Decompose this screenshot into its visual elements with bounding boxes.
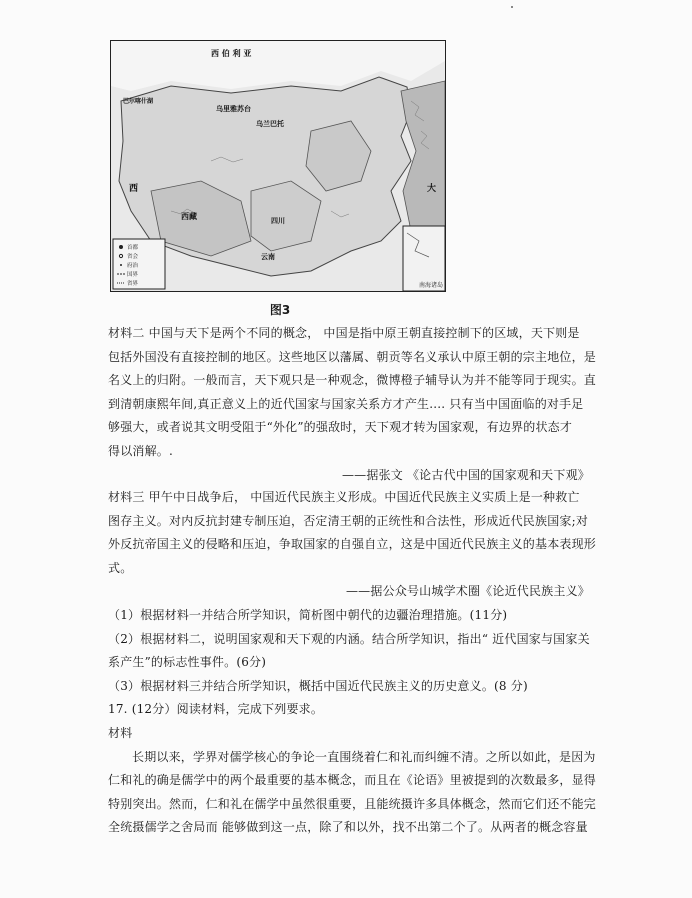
material2-line: 材料二 中国与天下是两个不同的概念， 中国是指中原王朝直接控制下的区域，天下则是 <box>108 326 580 340</box>
material2-line: 到清朝康熙年间,真正意义上的近代国家与国家关系方才产生.... 只有当中国面临的对手足 <box>108 396 584 411</box>
legend-item-1: 首都 <box>127 245 139 251</box>
map-label-sichuan: 四川 <box>271 217 285 225</box>
legend-item-2: 省会 <box>127 254 139 260</box>
map-svg <box>111 41 445 291</box>
map-label-balkhash: 巴尔喀什湖 <box>123 98 154 105</box>
question-17-material-label: 材料 <box>108 725 133 740</box>
material2-line: 够强大，或者说其文明受阻于“外化”的强敌时，天下观才转为国家观，有边界的状态才 <box>108 420 573 435</box>
material2-line: 名义上的归附。一般而言，天下观只是一种观念，微博橙子辅导认为并不能等同于现实。直 <box>108 373 597 388</box>
map-label-tibet: 西藏 <box>181 212 197 221</box>
map-label-ulaanbaatar: 乌兰巴托 <box>256 120 284 128</box>
map-label-uliastai: 乌里雅苏台 <box>216 105 251 113</box>
question-17-heading: 17. (12分）阅读材料，完成下列要求。 <box>108 702 324 717</box>
question-2-line1: （2）根据材料二，说明国家观和天下观的内涵。结合所学知识，指出“ 近代国家与国家关 <box>108 631 590 646</box>
map-label-sea: 大 <box>427 184 437 194</box>
legend-item-5: 省界 <box>127 281 139 287</box>
question-3: （3）根据材料三并结合所学知识，概括中国近代民族主义的历史意义。(8 分) <box>108 678 528 693</box>
q17-line: 仁和礼的确是儒学中的两个最重要的基本概念，而且在《论语》里被提到的次数最多，显得 <box>108 773 597 788</box>
material2-source: ——据张文 《论古代中国的国家观和天下观》 <box>341 467 590 482</box>
legend-item-3: 府治 <box>127 263 139 269</box>
map-label-siberia: 西 伯 利 亚 <box>211 49 252 58</box>
material2-block <box>108 322 596 487</box>
map-label-yunnan: 云南 <box>261 253 275 261</box>
legend-item-4: 国界 <box>127 272 139 278</box>
map-label-west: 西 <box>129 184 139 194</box>
material3-source: ——据公众号山城学术圈《论近代民族主义》 <box>345 584 590 599</box>
q17-line: 特别突出。然而，仁和礼在儒学中虽然很重要，且能统摄许多具体概念，然而它们还不能完 <box>108 796 597 811</box>
material3-line: 图存主义。对内反抗封建专制压迫，否定清王朝的正统性和合法性，形成近代民族国家;对 <box>108 513 589 528</box>
material3-line: 外反抗帝国主义的侵略和压迫，争取国家的自强自立，这是中国近代民族主义的基本表现形 <box>108 537 597 552</box>
questions-block <box>108 604 596 840</box>
material3-line: 式。 <box>108 560 133 575</box>
material2-line: 包括外国没有直接控制的地区。这些地区以藩属、朝贡等名义承认中原王朝的宗主地位，是 <box>108 349 597 364</box>
material3-block <box>108 486 596 604</box>
q17-line: 全统摄儒学之舍局而 能够做到这一点，除了和以外，找不出第二个了。从两者的概念容量 <box>108 820 588 835</box>
material3-line: 材料三 甲午中日战争后， 中国近代民族主义形成。中国近代民族主义实质上是一种救亡 <box>108 490 580 504</box>
historical-map <box>110 40 446 292</box>
scan-speck <box>511 6 513 8</box>
inset-label: 南海诸岛 <box>419 282 444 289</box>
figure-caption: 图3 <box>269 303 291 317</box>
material2-line: 得以消解。. <box>108 443 174 458</box>
q17-line: 长期以来，学界对儒学核心的争论一直围绕着仁和礼而纠缠不清。之所以如此，是因为 <box>132 749 596 764</box>
question-1: （1）根据材料一并结合所学知识，简析图中朝代的边疆治理措施。(11分) <box>108 608 508 622</box>
question-2-line2: 系产生”的标志性事件。(6分) <box>108 655 267 670</box>
